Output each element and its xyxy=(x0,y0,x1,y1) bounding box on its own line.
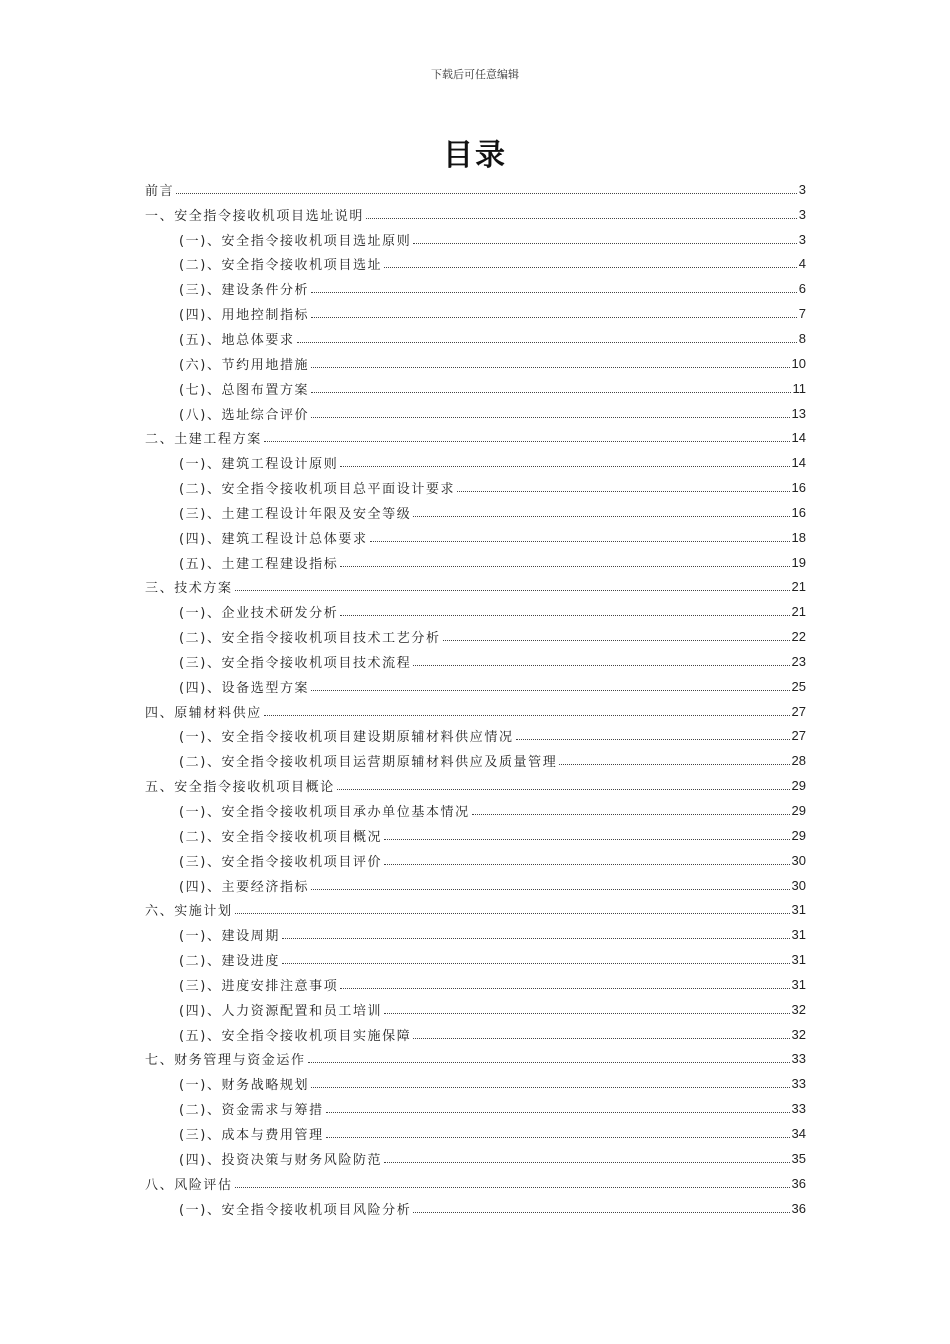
page-title: 目录 xyxy=(443,138,507,173)
dot-leader xyxy=(235,913,790,914)
toc-entry-page-number: 34 xyxy=(791,1125,806,1141)
toc-entry[interactable] xyxy=(145,1071,806,1096)
toc-entry-label: (六)、节约用地措施 xyxy=(179,357,310,373)
toc-entry-page-number: 10 xyxy=(791,355,806,371)
toc-entry-page-number: 21 xyxy=(791,604,806,620)
toc-entry[interactable] xyxy=(145,450,806,475)
toc-entry[interactable] xyxy=(145,227,806,252)
toc-entry-page-number: 3 xyxy=(798,231,806,247)
dot-leader xyxy=(297,342,797,343)
toc-entry-page-number: 35 xyxy=(791,1150,806,1166)
dot-leader xyxy=(384,1013,789,1014)
toc-entry[interactable] xyxy=(145,1196,806,1221)
toc-entry[interactable] xyxy=(145,997,806,1022)
toc-entry-page-number: 28 xyxy=(791,753,806,769)
dot-leader xyxy=(311,889,789,890)
toc-entry[interactable] xyxy=(145,748,806,773)
toc-entry-label: (二)、建设进度 xyxy=(179,954,280,970)
table-of-contents xyxy=(145,177,806,1220)
dot-leader xyxy=(282,938,790,939)
dot-leader xyxy=(516,739,790,740)
toc-entry-label: (一)、企业技术研发分析 xyxy=(179,606,339,622)
toc-entry[interactable] xyxy=(145,724,806,749)
toc-entry[interactable] xyxy=(145,550,806,575)
toc-entry[interactable] xyxy=(145,972,806,997)
toc-entry[interactable] xyxy=(145,873,806,898)
toc-entry-page-number: 29 xyxy=(791,803,806,819)
toc-entry-page-number: 16 xyxy=(791,480,806,496)
toc-entry-page-number: 27 xyxy=(791,703,806,719)
toc-entry[interactable] xyxy=(145,401,806,426)
dot-leader xyxy=(235,590,790,591)
toc-entry[interactable] xyxy=(145,202,806,227)
toc-entry-label: (一)、安全指令接收机项目风险分析 xyxy=(179,1202,412,1218)
dot-leader xyxy=(311,690,789,691)
toc-entry-label: (一)、安全指令接收机项目建设期原辅材料供应情况 xyxy=(179,730,514,746)
toc-entry[interactable] xyxy=(145,351,806,376)
toc-entry[interactable] xyxy=(145,599,806,624)
header-note: 下载后可任意编辑 xyxy=(431,68,519,81)
toc-entry-page-number: 33 xyxy=(791,1076,806,1092)
toc-entry-label: (三)、进度安排注意事项 xyxy=(179,978,339,994)
dot-leader xyxy=(340,466,789,467)
toc-entry-label: (二)、安全指令接收机项目技术工艺分析 xyxy=(179,631,441,647)
dot-leader xyxy=(340,615,789,616)
toc-entry-page-number: 3 xyxy=(798,181,806,197)
dot-leader xyxy=(413,243,796,244)
toc-entry-page-number: 6 xyxy=(798,281,806,297)
dot-leader xyxy=(176,193,797,194)
toc-entry-page-number: 31 xyxy=(791,952,806,968)
toc-entry-label: (二)、安全指令接收机项目概况 xyxy=(179,829,383,845)
toc-entry[interactable] xyxy=(145,425,806,450)
toc-entry-page-number: 36 xyxy=(791,1175,806,1191)
dot-leader xyxy=(366,218,797,219)
toc-entry-label: 四、原辅材料供应 xyxy=(145,705,262,721)
toc-entry-label: (四)、人力资源配置和员工培训 xyxy=(179,1003,383,1019)
dot-leader xyxy=(559,764,789,765)
toc-entry-label: (一)、建设周期 xyxy=(179,929,280,945)
toc-entry-label: 一、安全指令接收机项目选址说明 xyxy=(145,208,365,224)
dot-leader xyxy=(311,1087,789,1088)
toc-entry-label: (二)、安全指令接收机项目运营期原辅材料供应及质量管理 xyxy=(179,755,558,771)
toc-entry-label: (二)、资金需求与筹措 xyxy=(179,1103,324,1119)
toc-entry-label: (四)、设备选型方案 xyxy=(179,680,310,696)
dot-leader xyxy=(413,516,789,517)
toc-entry-page-number: 14 xyxy=(791,430,806,446)
toc-entry[interactable] xyxy=(145,1121,806,1146)
toc-entry-label: (三)、土建工程设计年限及安全等级 xyxy=(179,506,412,522)
toc-entry[interactable] xyxy=(145,922,806,947)
dot-leader xyxy=(311,367,789,368)
toc-entry-label: (二)、安全指令接收机项目选址 xyxy=(179,258,383,274)
toc-entry-page-number: 3 xyxy=(798,206,806,222)
toc-entry-label: (四)、建筑工程设计总体要求 xyxy=(179,531,368,547)
dot-leader xyxy=(264,715,790,716)
dot-leader xyxy=(264,441,790,442)
toc-entry-page-number: 36 xyxy=(791,1200,806,1216)
dot-leader xyxy=(384,1162,789,1163)
toc-entry[interactable] xyxy=(145,848,806,873)
toc-entry[interactable] xyxy=(145,252,806,277)
toc-entry[interactable] xyxy=(145,525,806,550)
toc-entry-page-number: 31 xyxy=(791,902,806,918)
toc-entry[interactable] xyxy=(145,376,806,401)
toc-entry[interactable] xyxy=(145,1047,806,1072)
toc-entry-label: (三)、安全指令接收机项目技术流程 xyxy=(179,655,412,671)
toc-entry-page-number: 32 xyxy=(791,1001,806,1017)
toc-entry-label: (七)、总图布置方案 xyxy=(179,382,310,398)
toc-entry-page-number: 30 xyxy=(791,852,806,868)
toc-entry-page-number: 4 xyxy=(798,256,806,272)
toc-entry-label: (五)、安全指令接收机项目实施保障 xyxy=(179,1028,412,1044)
dot-leader xyxy=(326,1112,790,1113)
dot-leader xyxy=(384,864,789,865)
toc-entry-page-number: 16 xyxy=(791,504,806,520)
toc-entry-label: (一)、安全指令接收机项目选址原则 xyxy=(179,233,412,249)
toc-entry[interactable] xyxy=(145,773,806,798)
toc-entry-label: 二、土建工程方案 xyxy=(145,432,262,448)
toc-entry-page-number: 23 xyxy=(791,653,806,669)
toc-entry-page-number: 14 xyxy=(791,455,806,471)
toc-entry[interactable] xyxy=(145,649,806,674)
toc-entry-page-number: 33 xyxy=(791,1101,806,1117)
toc-entry-label: (一)、财务战略规划 xyxy=(179,1078,310,1094)
toc-entry-label: (三)、建设条件分析 xyxy=(179,283,310,299)
dot-leader xyxy=(472,814,790,815)
toc-entry-label: (一)、建筑工程设计原则 xyxy=(179,457,339,473)
toc-entry-page-number: 29 xyxy=(791,827,806,843)
toc-entry[interactable] xyxy=(145,1096,806,1121)
toc-entry[interactable] xyxy=(145,1022,806,1047)
toc-entry-page-number: 18 xyxy=(791,529,806,545)
dot-leader xyxy=(443,640,790,641)
toc-entry-page-number: 11 xyxy=(792,380,806,396)
toc-entry-page-number: 32 xyxy=(791,1026,806,1042)
dot-leader xyxy=(457,491,789,492)
dot-leader xyxy=(384,839,789,840)
toc-entry[interactable] xyxy=(145,1146,806,1171)
toc-entry-page-number: 21 xyxy=(791,579,806,595)
toc-entry[interactable] xyxy=(145,500,806,525)
toc-entry[interactable] xyxy=(145,177,806,202)
toc-entry[interactable] xyxy=(145,276,806,301)
toc-entry-label: 五、安全指令接收机项目概论 xyxy=(145,780,335,796)
toc-entry-label: 八、风险评估 xyxy=(145,1177,233,1193)
toc-entry-page-number: 13 xyxy=(791,405,806,421)
toc-entry[interactable] xyxy=(145,301,806,326)
dot-leader xyxy=(235,1187,790,1188)
dot-leader xyxy=(340,566,789,567)
toc-entry-page-number: 30 xyxy=(791,877,806,893)
toc-entry-label: 三、技术方案 xyxy=(145,581,233,597)
toc-entry-label: (五)、土建工程建设指标 xyxy=(179,556,339,572)
dot-leader xyxy=(311,317,797,318)
toc-entry[interactable] xyxy=(145,475,806,500)
toc-entry[interactable] xyxy=(145,326,806,351)
toc-entry-label: (二)、安全指令接收机项目总平面设计要求 xyxy=(179,482,456,498)
toc-entry-page-number: 33 xyxy=(791,1051,806,1067)
toc-entry[interactable] xyxy=(145,897,806,922)
toc-entry[interactable] xyxy=(145,1171,806,1196)
dot-leader xyxy=(384,267,797,268)
toc-entry-label: (三)、成本与费用管理 xyxy=(179,1127,324,1143)
toc-entry-label: (四)、投资决策与财务风险防范 xyxy=(179,1152,383,1168)
toc-entry-label: (三)、安全指令接收机项目评价 xyxy=(179,854,383,870)
toc-entry-page-number: 31 xyxy=(791,976,806,992)
toc-entry[interactable] xyxy=(145,947,806,972)
toc-entry-label: 前言 xyxy=(145,183,175,199)
toc-entry-label: (八)、选址综合评价 xyxy=(179,407,310,423)
toc-entry-label: 七、财务管理与资金运作 xyxy=(145,1053,306,1069)
dot-leader xyxy=(308,1062,790,1063)
dot-leader xyxy=(311,417,789,418)
toc-entry-page-number: 19 xyxy=(791,554,806,570)
toc-entry-page-number: 29 xyxy=(791,778,806,794)
dot-leader xyxy=(370,541,790,542)
dot-leader xyxy=(282,963,790,964)
toc-entry-label: (四)、用地控制指标 xyxy=(179,308,310,324)
toc-entry[interactable] xyxy=(145,823,806,848)
dot-leader xyxy=(311,292,797,293)
toc-entry-label: (一)、安全指令接收机项目承办单位基本情况 xyxy=(179,805,470,821)
toc-entry[interactable] xyxy=(145,674,806,699)
toc-entry-label: (四)、主要经济指标 xyxy=(179,879,310,895)
toc-entry[interactable] xyxy=(145,798,806,823)
toc-entry-page-number: 25 xyxy=(791,678,806,694)
toc-entry[interactable] xyxy=(145,624,806,649)
toc-entry-label: 六、实施计划 xyxy=(145,904,233,920)
toc-entry-label: (五)、地总体要求 xyxy=(179,332,295,348)
dot-leader xyxy=(413,1212,789,1213)
dot-leader xyxy=(340,988,789,989)
toc-entry[interactable] xyxy=(145,699,806,724)
dot-leader xyxy=(413,1038,789,1039)
dot-leader xyxy=(311,392,790,393)
dot-leader xyxy=(413,665,789,666)
toc-entry-page-number: 7 xyxy=(798,306,806,322)
toc-entry-page-number: 22 xyxy=(791,629,806,645)
dot-leader xyxy=(337,789,790,790)
toc-entry-page-number: 8 xyxy=(798,330,806,346)
toc-entry-page-number: 27 xyxy=(791,728,806,744)
dot-leader xyxy=(326,1137,790,1138)
toc-entry-page-number: 31 xyxy=(791,927,806,943)
toc-entry[interactable] xyxy=(145,575,806,600)
